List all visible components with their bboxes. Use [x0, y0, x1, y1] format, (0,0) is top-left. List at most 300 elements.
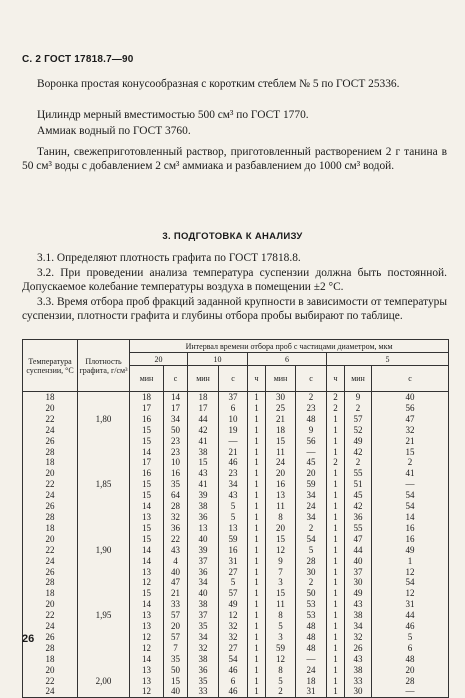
table-cell	[78, 588, 130, 599]
table-cell: 20	[23, 468, 78, 479]
table-cell: 48	[296, 643, 327, 654]
table-cell: 1	[327, 665, 345, 676]
table-cell: 1	[327, 610, 345, 621]
table-cell: 1	[248, 425, 266, 436]
table-cell: 1	[327, 490, 345, 501]
table-cell: 44	[372, 610, 449, 621]
table-cell: 1	[248, 665, 266, 676]
table-cell: 28	[372, 676, 449, 687]
table-row	[23, 686, 449, 697]
table-cell	[78, 447, 130, 458]
table-cell: 50	[296, 588, 327, 599]
table-cell: 22	[23, 545, 78, 556]
table-cell: 56	[372, 403, 449, 414]
table-cell: 28	[23, 643, 78, 654]
table-cell: 12	[219, 610, 248, 621]
table-cell: 14	[130, 545, 164, 556]
table-row	[23, 610, 449, 621]
table-cell: 47	[345, 534, 372, 545]
table-cell: 15	[130, 490, 164, 501]
table-cell: 1	[248, 490, 266, 501]
table-cell: 22	[23, 479, 78, 490]
table-cell: 28	[164, 501, 188, 512]
table-cell: 17	[130, 403, 164, 414]
sampling-time-table	[22, 339, 448, 697]
table-cell: 41	[188, 479, 219, 490]
table-cell: 39	[188, 545, 219, 556]
table-cell: 12	[372, 567, 449, 578]
table-cell: 54	[219, 654, 248, 665]
table-cell: 54	[296, 534, 327, 545]
table-cell: 26	[23, 567, 78, 578]
table-cell: 33	[188, 686, 219, 697]
table-cell: 39	[188, 490, 219, 501]
table-cell: 14	[130, 447, 164, 458]
table-cell: —	[296, 654, 327, 665]
table-cell: 23	[219, 468, 248, 479]
table-cell: 3	[266, 577, 296, 588]
table-cell: 1	[248, 501, 266, 512]
table-cell: 10	[164, 457, 188, 468]
table-cell: 1	[327, 588, 345, 599]
table-cell: 16	[164, 468, 188, 479]
table-cell: 28	[23, 512, 78, 523]
table-cell: 17	[188, 403, 219, 414]
table-cell: 30	[345, 577, 372, 588]
table-cell: 18	[23, 588, 78, 599]
table-cell: 1	[248, 643, 266, 654]
table-cell	[78, 457, 130, 468]
table-cell: 34	[188, 632, 219, 643]
table-cell: 1	[327, 414, 345, 425]
table-cell: 23	[164, 436, 188, 447]
table-cell: 27	[219, 567, 248, 578]
table-cell: 40	[345, 556, 372, 567]
table-cell: 38	[188, 501, 219, 512]
table-cell: 13	[130, 621, 164, 632]
paragraph-tannin: Танин, свежеприготовленный раствор, приготовленный растворением 2 г танина в 50 см³ воды с добавлением 2 см³ аммиака и разбавлением до 1000 см³ водой.	[22, 146, 447, 172]
table-cell: 15	[266, 588, 296, 599]
table-cell: 1	[327, 425, 345, 436]
table-cell: 1	[327, 479, 345, 490]
table-cell: 11	[266, 501, 296, 512]
table-cell: 28	[296, 556, 327, 567]
table-cell: 1	[248, 676, 266, 687]
table-cell: 26	[23, 501, 78, 512]
table-cell: 43	[188, 468, 219, 479]
table-cell: 1	[248, 457, 266, 468]
table-cell: 17	[164, 403, 188, 414]
table-cell: 20	[266, 523, 296, 534]
table-cell: 55	[345, 468, 372, 479]
table-cell: 20	[296, 468, 327, 479]
table-cell: 1	[248, 567, 266, 578]
table-cell: 20	[372, 665, 449, 676]
table-cell: 13	[266, 490, 296, 501]
table-cell: 1	[248, 392, 266, 403]
table-cell: 54	[372, 577, 449, 588]
table-cell: 1	[327, 556, 345, 567]
table-row	[23, 468, 449, 479]
table-cell	[78, 436, 130, 447]
table-cell: 32	[164, 512, 188, 523]
unit-header-s: с	[219, 366, 248, 392]
table-cell: 15	[266, 534, 296, 545]
table-cell: 45	[296, 457, 327, 468]
table-cell: 36	[188, 512, 219, 523]
table-cell: 3	[266, 632, 296, 643]
table-cell: 34	[345, 621, 372, 632]
unit-header-h: ч	[327, 366, 345, 392]
table-cell: 34	[164, 414, 188, 425]
table-cell: 1,85	[78, 479, 130, 490]
table-cell: 5	[372, 632, 449, 643]
table-cell: 18	[188, 392, 219, 403]
table-row	[23, 534, 449, 545]
table-cell: 36	[345, 512, 372, 523]
table-cell: 5	[266, 621, 296, 632]
table-cell: 31	[219, 556, 248, 567]
table-cell: 1	[248, 654, 266, 665]
table-cell: 21	[164, 588, 188, 599]
table-cell: 21	[266, 414, 296, 425]
table-cell: 13	[130, 665, 164, 676]
table-row	[23, 643, 449, 654]
page-number: 26	[22, 633, 35, 645]
table-cell: 40	[164, 567, 188, 578]
table-cell: 2	[327, 392, 345, 403]
table-row	[23, 501, 449, 512]
table-cell	[78, 403, 130, 414]
table-cell: 2	[327, 457, 345, 468]
table-cell: 14	[130, 654, 164, 665]
table-cell: 40	[188, 588, 219, 599]
table-cell: 4	[164, 556, 188, 567]
table-cell: 2	[372, 457, 449, 468]
table-cell: 26	[23, 632, 78, 643]
table-cell: 53	[296, 610, 327, 621]
table-cell: 1	[248, 414, 266, 425]
table-cell: 1	[327, 632, 345, 643]
clause-3-3: 3.3. Время отбора проб фракций заданной крупности в зависимости от температуры суспензии, плотности графита и глубины отбора пробы выбирают по таблице.	[22, 296, 447, 322]
table-cell: 59	[219, 534, 248, 545]
column-header-interval: Интервал времени отбора проб с частицами диаметром, мкм	[130, 340, 449, 353]
table-cell: —	[372, 686, 449, 697]
table-cell	[78, 567, 130, 578]
table-cell: 21	[372, 436, 449, 447]
diameter-header-10: 10	[188, 353, 248, 366]
table-cell: 14	[372, 512, 449, 523]
table-cell: 49	[219, 599, 248, 610]
table-cell: 1	[248, 632, 266, 643]
table-cell: 35	[164, 654, 188, 665]
table-cell: 57	[164, 632, 188, 643]
table-cell: 51	[345, 479, 372, 490]
table-cell: 38	[188, 447, 219, 458]
table-cell: 43	[164, 545, 188, 556]
table-row	[23, 556, 449, 567]
table-cell: 18	[296, 676, 327, 687]
table-cell: 27	[219, 643, 248, 654]
table-cell: 24	[23, 490, 78, 501]
table-row	[23, 436, 449, 447]
table-cell: 49	[345, 436, 372, 447]
table-row	[23, 392, 449, 403]
table-cell	[78, 643, 130, 654]
table-cell: 22	[23, 676, 78, 687]
column-header-temperature: Температура суспензии, °С	[23, 340, 78, 392]
table-cell: 24	[296, 501, 327, 512]
table-cell: 5	[266, 676, 296, 687]
table-cell: 1	[327, 654, 345, 665]
table-row	[23, 457, 449, 468]
table-cell: 10	[219, 414, 248, 425]
table-cell	[78, 468, 130, 479]
table-cell: 15	[164, 676, 188, 687]
table-cell	[78, 665, 130, 676]
table-cell: 48	[296, 632, 327, 643]
table-cell: 53	[296, 599, 327, 610]
table-cell: 1,90	[78, 545, 130, 556]
table-cell: 37	[219, 392, 248, 403]
table-cell: 34	[219, 479, 248, 490]
table-row	[23, 665, 449, 676]
table-cell: 11	[266, 599, 296, 610]
table-cell: 1	[248, 534, 266, 545]
table-cell: 32	[372, 425, 449, 436]
table-cell: 11	[266, 447, 296, 458]
table-cell: 50	[164, 665, 188, 676]
table-cell: 38	[188, 599, 219, 610]
table-cell: 26	[23, 436, 78, 447]
table-cell: 41	[188, 436, 219, 447]
table-cell: 59	[296, 479, 327, 490]
table-cell: 44	[345, 545, 372, 556]
table-cell: 52	[345, 425, 372, 436]
table-row	[23, 490, 449, 501]
table-cell: 1	[327, 501, 345, 512]
table-cell: 34	[296, 490, 327, 501]
table-cell: 15	[130, 436, 164, 447]
table-cell: 13	[219, 523, 248, 534]
table-cell: 7	[164, 643, 188, 654]
table-row	[23, 599, 449, 610]
table-cell: 1,95	[78, 610, 130, 621]
table-cell: 43	[345, 654, 372, 665]
table-cell: 1	[327, 545, 345, 556]
table-cell: 32	[219, 621, 248, 632]
table-cell: 36	[188, 567, 219, 578]
table-cell: 38	[188, 654, 219, 665]
table-cell: 1	[327, 686, 345, 697]
table-cell: 43	[345, 599, 372, 610]
table-cell: 9	[345, 392, 372, 403]
column-header-density: Плотность графита, г/см³	[78, 340, 130, 392]
table-cell: 48	[296, 621, 327, 632]
table-cell: 20	[23, 403, 78, 414]
table-cell	[78, 632, 130, 643]
table-cell: 37	[188, 610, 219, 621]
table-cell: 13	[188, 523, 219, 534]
table-cell: 48	[296, 414, 327, 425]
table-cell: 49	[372, 545, 449, 556]
table-row	[23, 567, 449, 578]
table-cell: 18	[130, 392, 164, 403]
table-cell: 12	[130, 686, 164, 697]
table-cell: 55	[345, 523, 372, 534]
table-cell: 1	[248, 468, 266, 479]
table-cell: 12	[266, 654, 296, 665]
table-cell: 64	[164, 490, 188, 501]
table-cell: 20	[23, 599, 78, 610]
table-cell: 54	[372, 490, 449, 501]
table-cell: 1	[327, 599, 345, 610]
table-cell: 14	[130, 599, 164, 610]
table-cell: 1	[327, 447, 345, 458]
table-cell: 1	[248, 436, 266, 447]
table-cell: 16	[266, 479, 296, 490]
table-cell: 2	[266, 686, 296, 697]
table-cell: 31	[372, 599, 449, 610]
table-cell: 37	[188, 556, 219, 567]
table-cell: 35	[188, 676, 219, 687]
table-row	[23, 403, 449, 414]
table-cell: 15	[266, 436, 296, 447]
table-cell: 2	[296, 523, 327, 534]
table-cell: 56	[296, 436, 327, 447]
table-cell: 13	[130, 512, 164, 523]
table-cell: 32	[219, 632, 248, 643]
unit-header-min: мин	[130, 366, 164, 392]
table-cell: 24	[296, 665, 327, 676]
table-body	[23, 392, 449, 698]
table-cell: 1	[372, 556, 449, 567]
table-cell: 1	[248, 512, 266, 523]
table-cell	[78, 556, 130, 567]
table-cell: 34	[296, 512, 327, 523]
table-cell: 1	[248, 523, 266, 534]
table-cell: 18	[23, 654, 78, 665]
table-cell	[78, 654, 130, 665]
table-cell: 21	[219, 447, 248, 458]
table-cell	[78, 621, 130, 632]
unit-header-min: мин	[345, 366, 372, 392]
table-cell	[78, 425, 130, 436]
unit-header-min: мин	[188, 366, 219, 392]
table-cell: 1	[248, 610, 266, 621]
table-cell: 1	[327, 621, 345, 632]
table-cell: 1	[248, 545, 266, 556]
table-cell: 15	[372, 447, 449, 458]
table-cell: 35	[188, 621, 219, 632]
table-cell: 12	[130, 632, 164, 643]
table-cell: 2	[345, 457, 372, 468]
table-cell: —	[219, 436, 248, 447]
table-row	[23, 588, 449, 599]
unit-header-s: с	[296, 366, 327, 392]
unit-header-h: ч	[248, 366, 266, 392]
table-cell: 2	[296, 392, 327, 403]
paragraph-funnel: Воронка простая конусообразная с коротким стеблем № 5 по ГОСТ 25336.	[37, 78, 400, 90]
table-row	[23, 447, 449, 458]
table-cell	[78, 523, 130, 534]
unit-header-min: мин	[266, 366, 296, 392]
table-cell: 42	[188, 425, 219, 436]
table-cell: 37	[345, 567, 372, 578]
table-cell: 34	[188, 577, 219, 588]
table-cell: 6	[219, 403, 248, 414]
clause-3-2: 3.2. При проведении анализа температура суспензии должна быть постоянной. Допускаемое колебание температуры воздуха в помещении ±2 °С.	[22, 267, 447, 293]
table-cell	[78, 501, 130, 512]
table-cell: 1	[248, 447, 266, 458]
table-cell: 1	[327, 534, 345, 545]
table-cell: 2,00	[78, 676, 130, 687]
table-cell: 18	[23, 457, 78, 468]
table-cell: 24	[23, 425, 78, 436]
table-cell: 28	[23, 577, 78, 588]
table-row	[23, 621, 449, 632]
table-cell: 31	[296, 686, 327, 697]
table-cell: 17	[130, 457, 164, 468]
table-cell: 41	[372, 468, 449, 479]
table-cell	[78, 599, 130, 610]
table-cell: 50	[164, 425, 188, 436]
table-cell: 42	[345, 501, 372, 512]
table-cell: 19	[219, 425, 248, 436]
table-cell: 24	[23, 686, 78, 697]
table-cell: 18	[23, 392, 78, 403]
table-cell: 8	[266, 665, 296, 676]
table-row	[23, 545, 449, 556]
table-cell: 1	[327, 577, 345, 588]
table-cell: 13	[130, 567, 164, 578]
diameter-header-20: 20	[130, 353, 188, 366]
table-cell: 57	[345, 414, 372, 425]
table-cell: 5	[219, 577, 248, 588]
table-cell	[78, 534, 130, 545]
table-cell: 38	[345, 610, 372, 621]
table-cell: 14	[130, 501, 164, 512]
page-header: С. 2 ГОСТ 17818.7—90	[22, 54, 134, 65]
table-cell: 47	[372, 414, 449, 425]
table-cell: 9	[266, 556, 296, 567]
table-cell: 1,80	[78, 414, 130, 425]
table-row	[23, 512, 449, 523]
table-cell: —	[372, 479, 449, 490]
table-cell: 40	[188, 534, 219, 545]
table-cell: 57	[164, 610, 188, 621]
table-cell: 48	[372, 654, 449, 665]
table-cell: 45	[345, 490, 372, 501]
table-cell: 12	[266, 545, 296, 556]
table-cell: 20	[164, 621, 188, 632]
clause-3-1: 3.1. Определяют плотность графита по ГОСТ 17818.8.	[37, 252, 301, 264]
table-cell: 57	[219, 588, 248, 599]
table-cell: 5	[296, 545, 327, 556]
table-cell: 30	[345, 686, 372, 697]
table-cell	[78, 577, 130, 588]
table-cell: 6	[372, 643, 449, 654]
table-row	[23, 523, 449, 534]
table-cell: 16	[372, 534, 449, 545]
table-cell: 1	[327, 567, 345, 578]
table-cell	[78, 490, 130, 501]
table-cell: 42	[345, 447, 372, 458]
section-title: 3. ПОДГОТОВКА К АНАЛИЗУ	[162, 231, 303, 242]
table-cell: 25	[266, 403, 296, 414]
table-cell: 18	[23, 523, 78, 534]
table-cell: 40	[164, 686, 188, 697]
